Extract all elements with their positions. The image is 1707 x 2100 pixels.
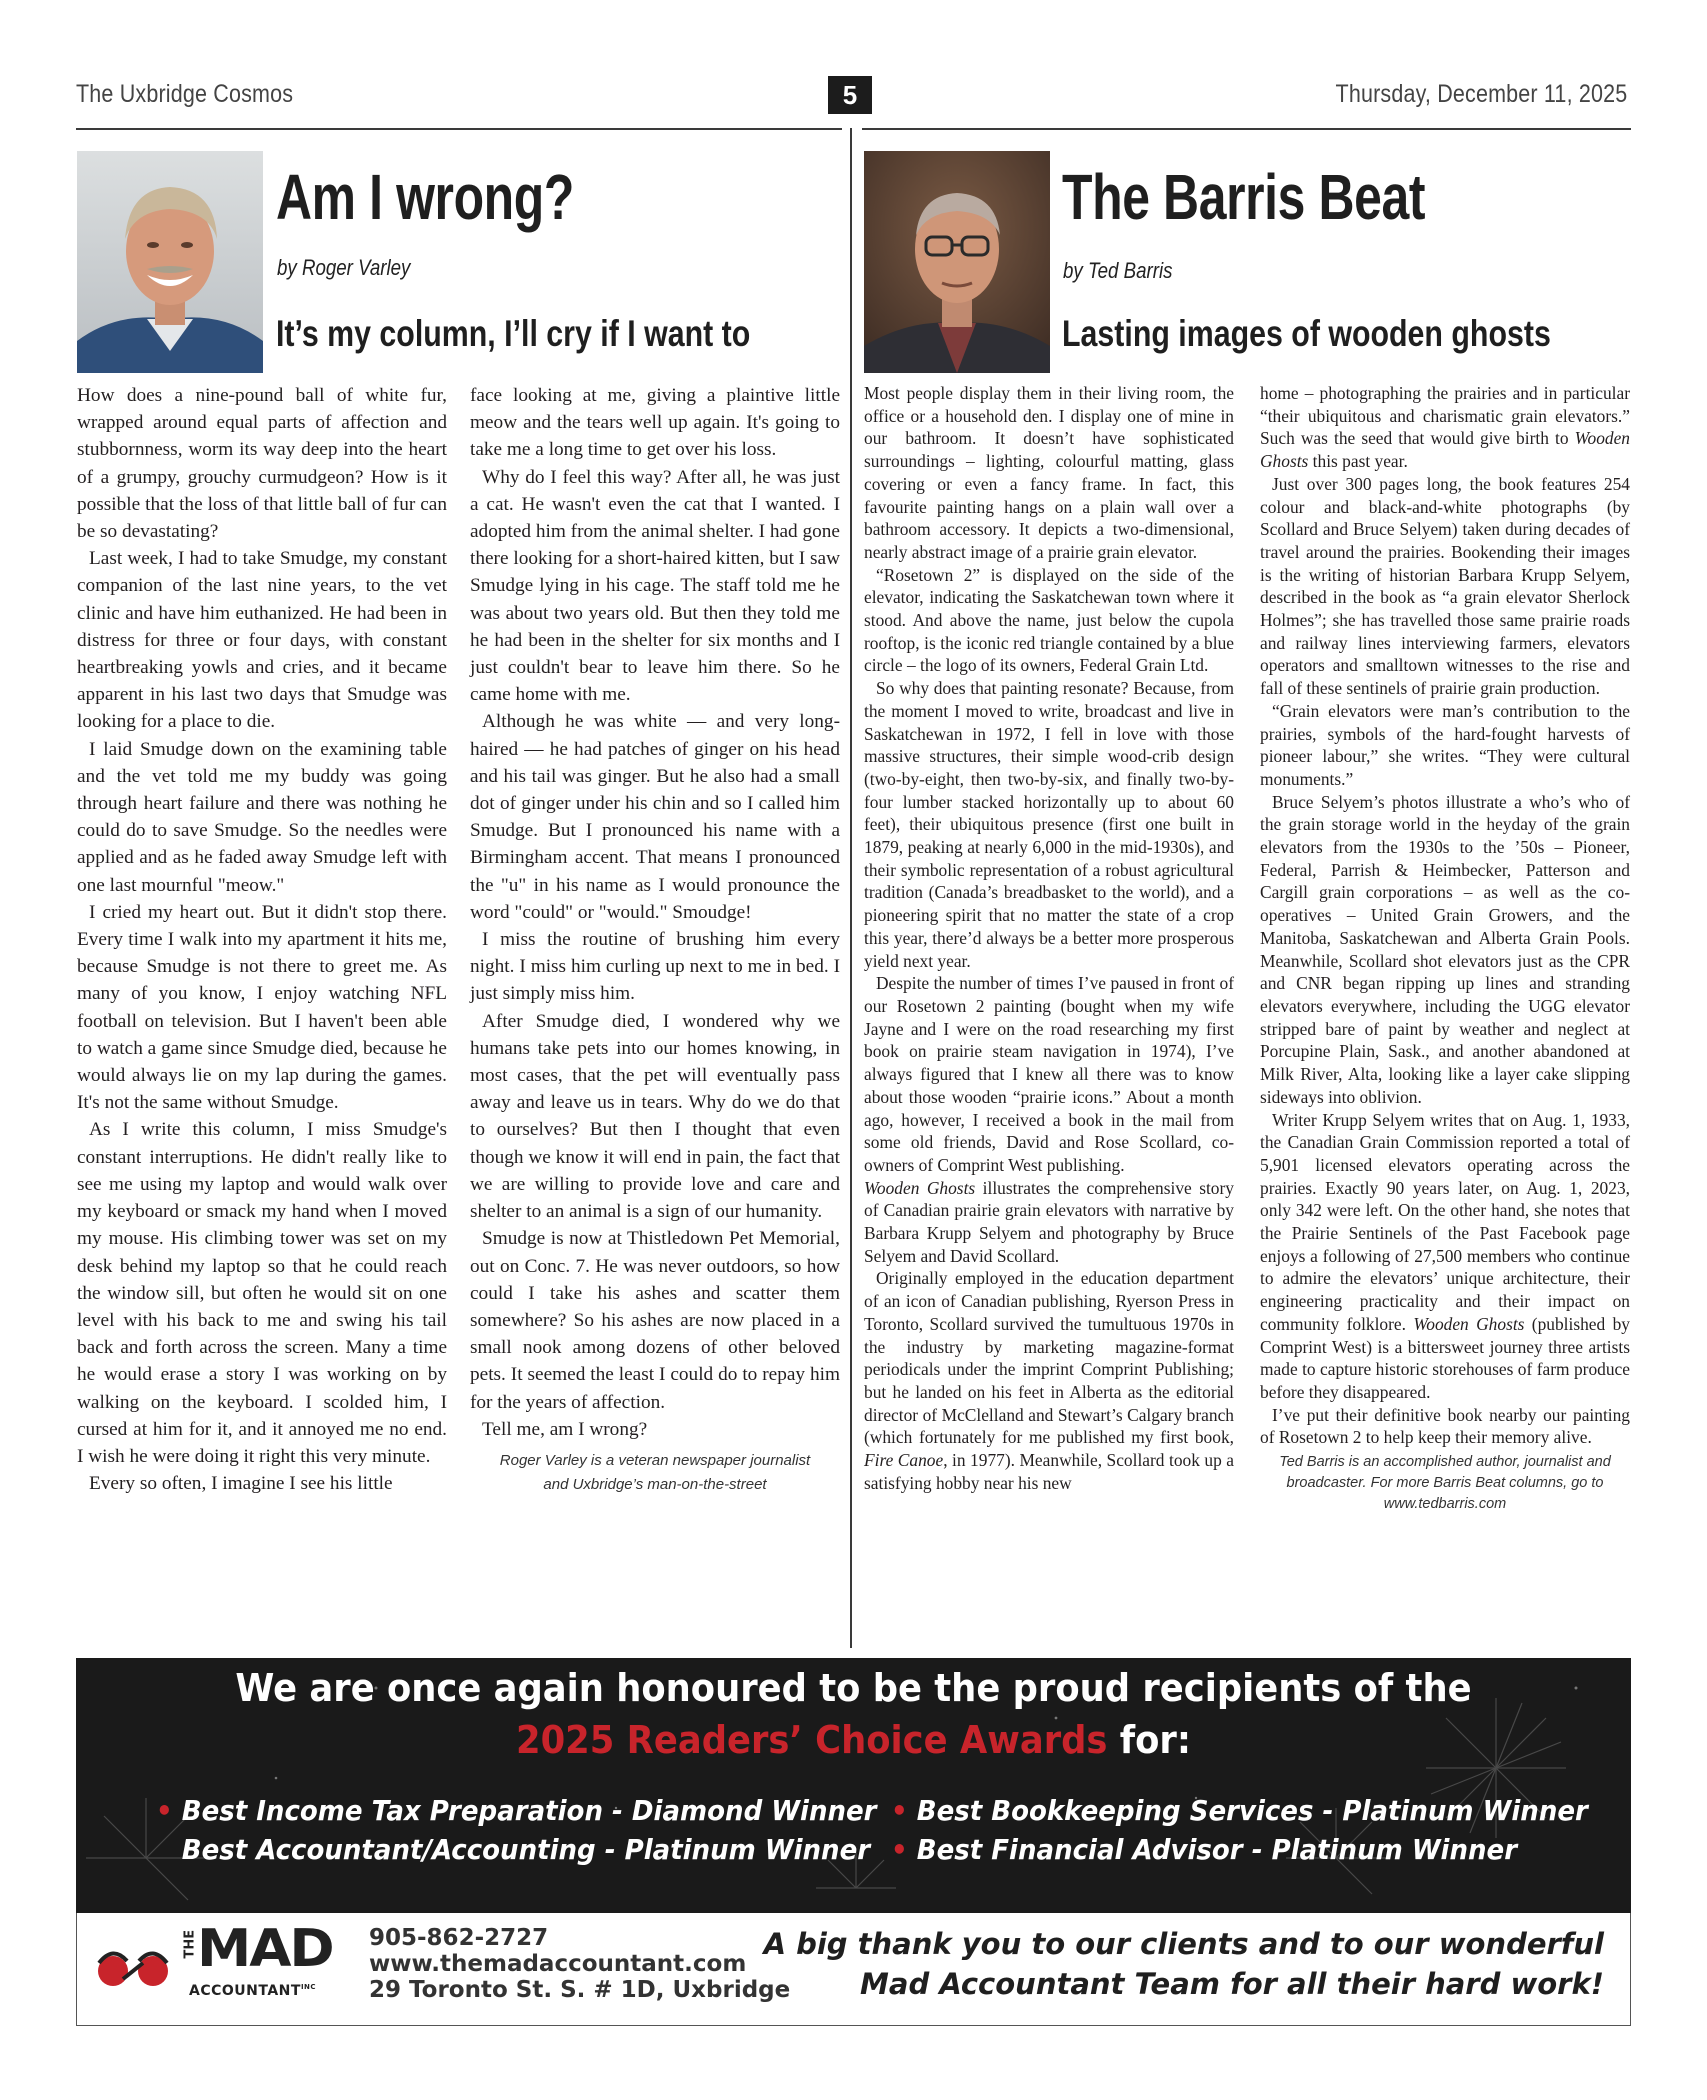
award-advertisement — [76, 1658, 1631, 1913]
paragraph: Most people display them in their living room, the office or a household den. I display one of mine in our bathroom. It doesn’t have sophisticated surroundings – lighting, colourful matting, glass covering or even a fancy frame. In fact, this favourite painting hangs on a plain wall over a bathroom accessory. It depicts a two-dimensional, nearly abstract image of a prairie grain elevator. — [864, 383, 1234, 562]
article-column-1 — [77, 382, 447, 1497]
paragraph: home – photographing the prairies and in particular “their ubiquitous and charismatic grain elevators.” Such was the seed that would give birth to Wooden Ghosts this past year. — [1260, 383, 1630, 472]
author-credit: Ted Barris is an accomplished author, journalist and broadcaster. For more Barris Beat columns, go to www.tedbarris.com — [1279, 1454, 1611, 1513]
issue-date: Thursday, December 11, 2025 — [1335, 80, 1627, 108]
award-label: Best Income Tax Preparation - Diamond Winner — [181, 1794, 877, 1827]
columnist-photo-roger-varley — [77, 151, 263, 373]
paragraph: I cried my heart out. But it didn't stop there. Every time I walk into my apartment it hits me, because Smudge is not there to greet me. As many of you know, I enjoy watching NFL football on television. But I haven't been able to watch a game since Smudge died, because he would always lie on my lap during the games. It's not the same without Smudge. — [77, 901, 447, 1114]
byline: by Roger Varley — [277, 255, 411, 280]
paragraph: Wooden Ghosts illustrates the comprehensive story of Canadian prairie grain elevators with narrative by Barbara Krupp Selyem and photography by Bruce Selyem and David Scollard. — [864, 1177, 1234, 1266]
logo-mad: MAD — [197, 1919, 333, 1979]
header-rule-right — [862, 128, 1631, 130]
bullet-icon: • — [891, 1794, 908, 1827]
publication-name: The Uxbridge Cosmos — [76, 80, 294, 108]
bullet-icon: • — [891, 1833, 908, 1866]
paragraph: face looking at me, giving a plaintive little meow and the tears well up again. It's going to take me a long time to get over his loss. — [470, 385, 840, 461]
article-column-4 — [1260, 382, 1630, 1515]
phone-number[interactable]: 905-862-2727 — [369, 1925, 549, 1951]
paragraph: Why do I feel this way? After all, he was just a cat. He wasn't even the cat that I wanted. I adopted him from the animal shelter. I had gone there looking for a short-haired kitten, but I saw Smudge lying in his cage. The staff told me he was about two years old. But then they told me he had been in the shelter for six months and I just couldn't bear to leave him there. So he came home with me. — [470, 466, 840, 706]
logo-the: THE — [182, 1929, 198, 1959]
paragraph: Just over 300 pages long, the book features 254 colour and black-and-white photographs (by Scollard and Bruce Selyem) taken during decades of travel around the prairies. Bookending their images is the writing of historian Barbara Krupp Selyem, described in the book as “a grain elevator Sherlock Holmes”; she has travelled those same prairie roads and railway lines interviewing farmers, elevators operators and smalltown witnesses to the rise and fall of these sentinels of prairie grain production. — [1260, 473, 1630, 699]
paragraph: Originally employed in the education department of an icon of Canadian publishing, Ryerson Press in Toronto, Scollard survived the tumultuous 1970s in the industry by marketing magazine-format periodicals under the imprint Comprint Publishing; but he landed on his feet in Alberta as the editorial director of McClelland and Stewart’s Calgary branch (which fortunately for me published my first book, Fire Canoe, in 1977). Meanwhile, Scollard took up a satisfying hobby near his new — [864, 1268, 1234, 1493]
paragraph: I’ve put their definitive book nearby our painting of Rosetown 2 to help keep their memory alive. — [1260, 1404, 1630, 1448]
paragraph: Every so often, I imagine I see his little — [89, 1473, 393, 1495]
subheadline: Lasting images of wooden ghosts — [1062, 313, 1551, 354]
paragraph: Smudge is now at Thistledown Pet Memorial, out on Conc. 7. He was never outdoors, so how could I take his ashes and scatter them somewhere? So his ashes are now placed in a small nook among dozens of other beloved pets. It seemed the least I could do to repay him for the years of affection. — [470, 1228, 840, 1413]
paragraph: “Grain elevators were man’s contribution to the prairies, symbols of the hard-fought harvests of pioneer labour,” she writes. “They were cultural monuments.” — [1260, 700, 1630, 789]
paragraph: Despite the number of times I’ve paused in front of our Rosetown 2 painting (bought when my wife Jayne and I were on the road researching my first book on prairie steam navigation in 1974), I’ve always figured that I knew all there was to know about those wooden “prairie icons.” About a month ago, however, I received a book in the mail from some old friends, David and Rose Scollard, co-owners of Comprint West publishing. — [864, 973, 1234, 1175]
subheadline: It’s my column, I’ll cry if I want to — [276, 313, 751, 354]
author-credit: Roger Varley is a veteran newspaper journalist and Uxbridge’s man-on-the-street — [499, 1451, 811, 1493]
award-item — [891, 1833, 1517, 1866]
award-label: Best Accountant/Accounting - Platinum Winner — [181, 1833, 871, 1866]
column-divider — [850, 128, 852, 1648]
byline: by Ted Barris — [1063, 258, 1173, 283]
paragraph: How does a nine-pound ball of white fur, wrapped around equal parts of affection and stubbornness, worm its way deep into the heart of a grumpy, grouchy curmudgeon? How is it possible that the loss of that little ball of fur can be so devastating? — [77, 385, 447, 543]
paragraph: “Rosetown 2” is displayed on the side of the elevator, indicating the Saskatchewan town where it stood. And above the name, just below the cupola rooftop, is the iconic red triangle contained by a blue circle – the logo of its owners, Federal Grain Ltd. — [864, 564, 1234, 676]
portrait-image — [864, 151, 1050, 373]
column-title: Am I wrong? — [276, 161, 574, 233]
paragraph: So why does that painting resonate? Because, from the moment I moved to write, broadcast and live in Saskatchewan in 1972, I fell in love with those massive structures, their simple wood-crib design (two-by-eight, then two-by-six, and finally two-by-four lumber stacked horizontally up to about 60 feet), their ubiquitous presence (first one built in 1879, peaking at nearly 6,000 in the mid-1930s), and their symbolic representation of a robust agricultural tradition (Canada’s breadbasket to the world), and a pioneering spirit that no matter the state of a crop this year, there’d always be a better more prosperous yield next year. — [864, 678, 1234, 971]
page-number: 5 — [828, 76, 872, 114]
ad-headline: We are once again honoured to be the proud recipients of the — [235, 1666, 1472, 1710]
column-title: The Barris Beat — [1062, 161, 1426, 233]
award-label: Best Bookkeeping Services - Platinum Winner — [916, 1794, 1588, 1827]
mad-accountant-logo-icon — [93, 1943, 175, 1989]
portrait-image — [77, 151, 263, 373]
website-link[interactable]: www.themadaccountant.com — [369, 1951, 747, 1977]
paragraph: I laid Smudge down on the examining table and the vet told me my buddy was going through heart failure and there was nothing he could do to save Smudge. So the needles were applied and as he faded away Smudge left with one last mournful "meow." — [77, 738, 447, 896]
paragraph: Although he was white — and very long-haired — he had patches of ginger on his head and his tail was ginger. But he also had a small dot of ginger under his chin and so I called him Smudge. But I pronounced his name with a Birmingham accent. That means I pronounced the "u" in his name as I would pronounce the word "could" or "would." Smoudge! — [470, 711, 840, 923]
thank-you-line-1: A big thank you to our clients and to our wonderful — [763, 1927, 1604, 1961]
paragraph: Bruce Selyem’s photos illustrate a who’s who of the grain storage world in the heyday of the grain elevators from the 1930s to the ’50s – Pioneer, Federal, Parrish & Heimbecker, Patterson and Cargill grain corporations – as well as the co-operatives – United Grain Growers, and the Manitoba, Saskatchewan and Alberta Grain Pools. Meanwhile, Scollard shot elevators just as the CPR and CNR began ripping up lines and stranding elevators everywhere, including the UGG elevator stripped bare of paint by weather and neglect at Porcupine Plain, Sask., and another abandoned at Milk River, Alta, looking like a layer cake slipping sideways into oblivion. — [1260, 791, 1630, 1107]
paragraph: I miss the routine of brushing him every night. I miss him curling up next to me in bed. I just simply miss him. — [470, 929, 840, 1005]
award-item — [156, 1794, 877, 1827]
columnist-photo-ted-barris — [864, 151, 1050, 373]
paragraph: As I write this column, I miss Smudge's constant interruptions. He didn't really like to see me using my laptop and would walk over my keyboard or smack my hand when I moved my mouse. His climbing tower was set on my desk behind my laptop so that he could reach the window sill, but often he would sit on one level with his back to me and swing his tail back and forth across the screen. Many a time he would erase a story I was working on by walking on the keyboard. I scolded him, I cursed at him for it, and it annoyed me no end. I wish he were doing it right this very minute. — [77, 1119, 447, 1467]
award-item — [156, 1833, 870, 1866]
street-address: 29 Toronto St. S. # 1D, Uxbridge — [369, 1977, 791, 2003]
award-label: Best Financial Advisor - Platinum Winner — [916, 1833, 1518, 1866]
ad-headline-award — [130, 1718, 1576, 1762]
paragraph: Last week, I had to take Smudge, my constant companion of the last nine years, to the vet clinic and have him euthanized. He had been in distress for three or four days, with constant heartbreaking yowls and cries, and it became apparent in his last two days that Smudge was looking for a place to die. — [77, 548, 447, 733]
paragraph: Writer Krupp Selyem writes that on Aug. 1, 1933, the Canadian Grain Commission reported a total of 5,901 licensed elevators operating across the prairies. Exactly 90 years later, on Aug. 1, 2023, only 342 were left. On the other hand, she notes that the Prairie Sentinels of the Past Facebook page enjoys a following of 27,500 members who continue to admire the elevators’ unique architecture, their engineering practicality and their impact on community folklore. Wooden Ghosts (published by Comprint West) is a bittersweet journey three artists made to capture historic storehouses of farm produce before they disappeared. — [1260, 1109, 1630, 1402]
paragraph: After Smudge died, I wondered why we humans take pets into our homes knowing, in most cases, that the pet will eventually pass away and leave us in tears. Why do we do that to ourselves? But then I thought that even though we know it will end in pain, the fact that we are willing to provide love and care and shelter to an animal is a sign of our humanity. — [470, 1010, 841, 1223]
bullet-icon: • — [156, 1794, 173, 1827]
award-for: for: — [1119, 1718, 1191, 1762]
award-name: 2025 Readers’ Choice Awards — [515, 1718, 1108, 1762]
article-column-2 — [470, 382, 840, 1497]
advertiser-contact-band — [76, 1913, 1631, 2026]
header-rule-left — [76, 128, 842, 130]
thank-you-line-2: Mad Accountant Team for all their hard work! — [860, 1967, 1604, 2001]
logo-accountant: $ACCOUNTANT^{INC}$ — [189, 1983, 317, 1999]
article-column-3 — [864, 382, 1234, 1494]
paragraph: Tell me, am I wrong? — [482, 1418, 648, 1440]
award-item — [891, 1794, 1588, 1827]
